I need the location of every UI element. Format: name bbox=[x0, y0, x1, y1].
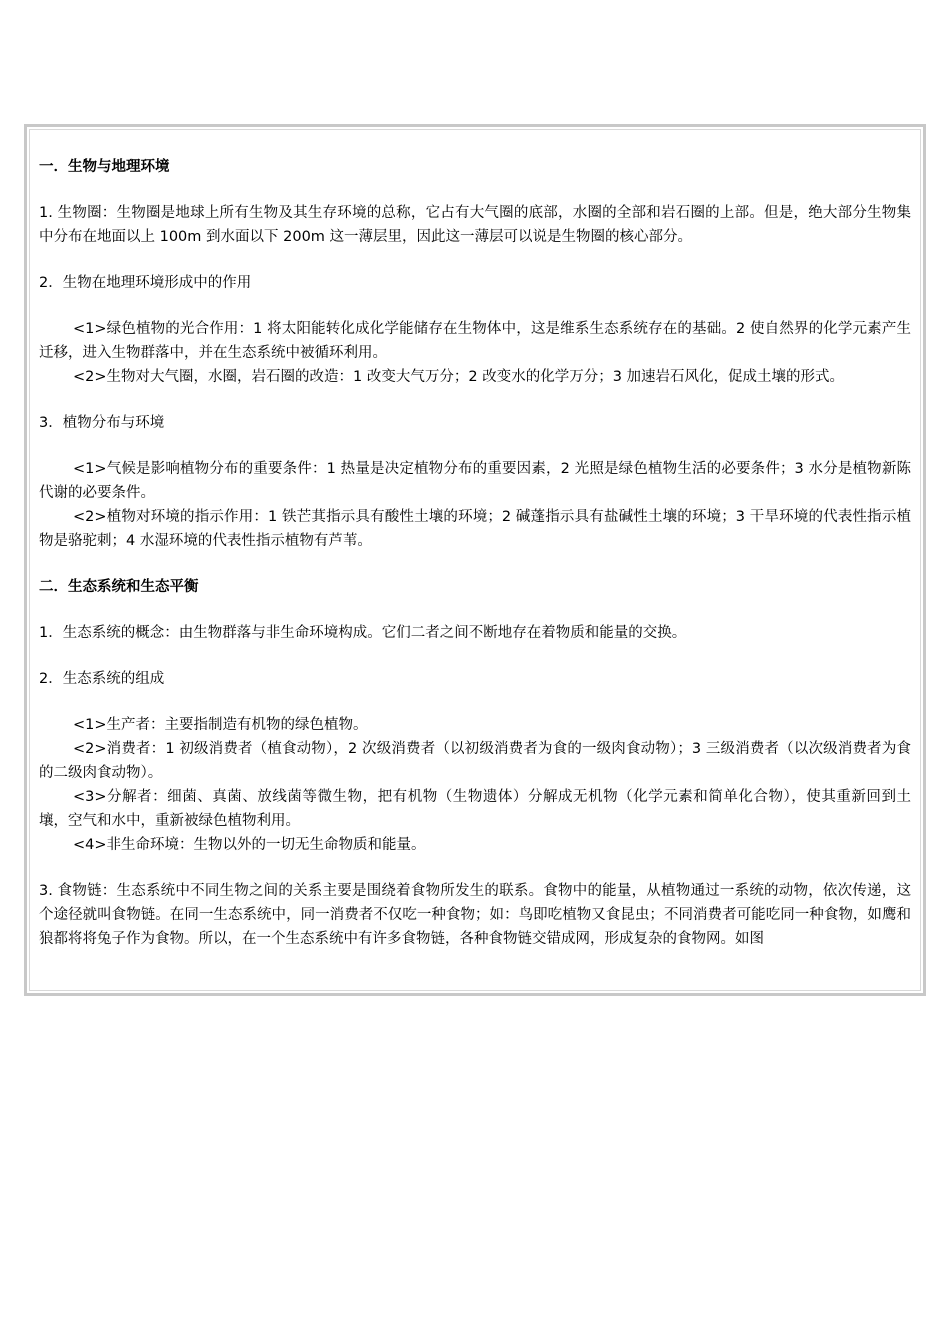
producers-paragraph: <1>生产者：主要指制造有机物的绿色植物。 bbox=[73, 717, 368, 733]
subheading-plant-distribution: 3．植物分布与环境 bbox=[39, 415, 165, 431]
document-content bbox=[39, 155, 911, 951]
biology-transform-paragraph: <2>生物对大气圈，水圈，岩石圈的改造：1 改变大气万分；2 改变水的化学万分；3 加速岩石风化，促成土壤的形式。 bbox=[73, 369, 845, 385]
biosphere-paragraph: 1. 生物圈：生物圈是地球上所有生物及其生存环境的总称，它占有大气圈的底部，水圈的全部和岩石圈的上部。但是，绝大部分生物集中分布在地面以上 100m 到水面以下 200m 这一薄层里，因此这一薄层可以说是生物圈的核心部分。 bbox=[39, 205, 911, 245]
section-title-biology-geography: 一．生物与地理环境 bbox=[39, 159, 170, 175]
subheading-biology-role: 2．生物在地理环境形成中的作用 bbox=[39, 275, 252, 291]
section-title-ecosystem: 二．生态系统和生态平衡 bbox=[39, 579, 199, 595]
climate-factor-paragraph: <1>气候是影响植物分布的重要条件：1 热量是决定植物分布的重要因素，2 光照是绿色植物生活的必要条件；3 水分是植物新陈代谢的必要条件。 bbox=[39, 461, 911, 501]
document-frame bbox=[24, 124, 926, 996]
photosynthesis-paragraph: <1>绿色植物的光合作用：1 将太阳能转化成化学能储存在生物体中，这是维系生态系统存在的基础。2 使自然界的化学元素产生迁移，进入生物群落中，并在生态系统中被循环利用。 bbox=[39, 321, 911, 361]
food-chain-paragraph: 3. 食物链：生态系统中不同生物之间的关系主要是围绕着食物所发生的联系。食物中的能量，从植物通过一系统的动物，依次传递，这个途径就叫食物链。在同一生态系统中，同一消费者不仅吃一种食物；如：鸟即吃植物又食昆虫；不同消费者可能吃同一种食物，如鹰和狼都将将兔子作为食物。所以，在一个生态系统中有许多食物链，各种食物链交错成网，形成复杂的食物网。如图 bbox=[39, 883, 911, 947]
plant-indicator-paragraph: <2>植物对环境的指示作用：1 铁芒萁指示具有酸性土壤的环境；2 碱蓬指示具有盐碱性土壤的环境；3 干旱环境的代表性指示植物是骆驼刺；4 水湿环境的代表性指示植物有芦苇。 bbox=[39, 509, 911, 549]
nonliving-environment-paragraph: <4>非生命环境：生物以外的一切无生命物质和能量。 bbox=[73, 837, 426, 853]
subheading-ecosystem-components: 2．生态系统的组成 bbox=[39, 671, 165, 687]
ecosystem-concept-paragraph: 1．生态系统的概念：由生物群落与非生命环境构成。它们二者之间不断地存在着物质和能量的交换。 bbox=[39, 625, 687, 641]
consumers-paragraph: <2>消费者：1 初级消费者（植食动物），2 次级消费者（以初级消费者为食的一级肉食动物）；3 三级消费者（以次级消费者为食的二级肉食动物）。 bbox=[39, 741, 911, 781]
decomposers-paragraph: <3>分解者：细菌、真菌、放线菌等微生物，把有机物（生物遗体）分解成无机物（化学元素和简单化合物），使其重新回到土壤，空气和水中，重新被绿色植物利用。 bbox=[39, 789, 911, 829]
